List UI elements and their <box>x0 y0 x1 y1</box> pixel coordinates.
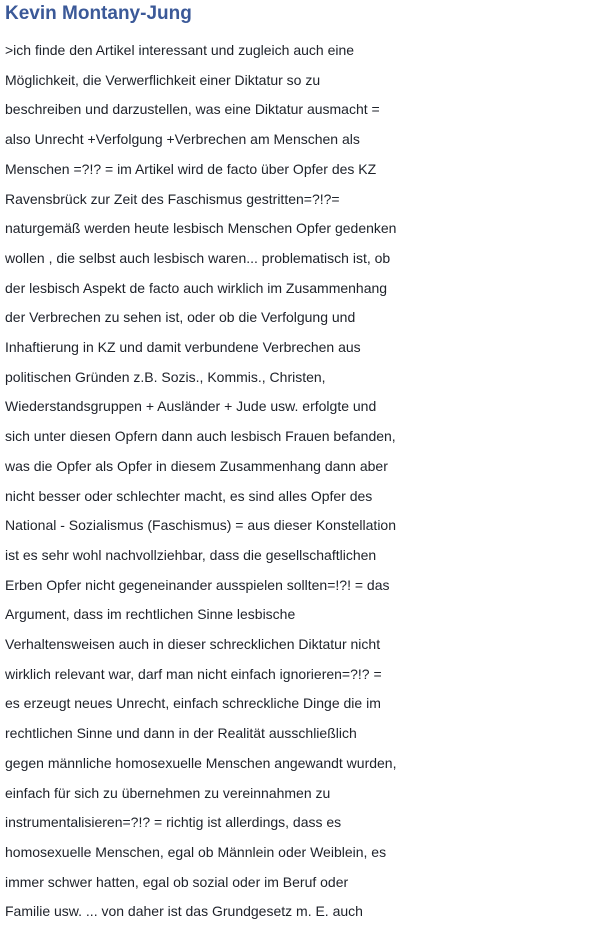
comment-line: einfach für sich zu übernehmen zu vereinnahmen zu <box>5 784 331 801</box>
comment-body <box>5 36 594 927</box>
comment-line: homosexuelle Menschen, egal ob Männlein oder Weiblein, es <box>5 843 387 860</box>
comment-line: Familie usw. ... von daher ist das Grundgesetz m. E. auch <box>5 903 363 920</box>
comment-line: politischen Gründen z.B. Sozis., Kommis., Christen, <box>5 368 326 385</box>
comment-line: Möglichkeit, die Verwerflichkeit einer Diktatur so zu <box>5 71 321 88</box>
comment-line: Wiederstandsgruppen + Ausländer + Jude usw. erfolgte und <box>5 398 377 415</box>
comment-line: Erben Opfer nicht gegeneinander ausspielen sollten=!?! = das <box>5 576 390 593</box>
comment-line: Argument, dass im rechtlichen Sinne lesbische <box>5 606 296 623</box>
comment-line: rechtlichen Sinne und dann in der Realität ausschließlich <box>5 725 357 742</box>
comment-line: National - Sozialismus (Faschismus) = aus dieser Konstellation <box>5 517 396 534</box>
author-name-link[interactable]: Kevin Montany-Jung <box>5 3 192 24</box>
comment-line: Ravensbrück zur Zeit des Faschismus gestritten=?!?= <box>5 190 340 207</box>
comment-line: sich unter diesen Opfern dann auch lesbisch Frauen befanden, <box>5 428 396 445</box>
comment-line: also Unrecht +Verfolgung +Verbrechen am Menschen als <box>5 131 360 148</box>
comment-line: es erzeugt neues Unrecht, einfach schreckliche Dinge die im <box>5 695 381 712</box>
comment-line: wollen , die selbst auch lesbisch waren... problematisch ist, ob <box>5 249 391 266</box>
comment-line: der Verbrechen zu sehen ist, oder ob die Verfolgung und <box>5 309 356 326</box>
comment-line: was die Opfer als Opfer in diesem Zusammenhang dann aber <box>5 457 388 474</box>
comment-line: >ich finde den Artikel interessant und zugleich auch eine <box>5 42 355 58</box>
comment-line: Inhaftierung in KZ und damit verbundene Verbrechen aus <box>5 339 361 356</box>
comment-line: instrumentalisieren=?!? = richtig ist allerdings, dass es <box>5 814 342 831</box>
comment-line: wirklich relevant war, darf man nicht einfach ignorieren=?!? = <box>5 665 382 682</box>
comment-line: der lesbisch Aspekt de facto auch wirklich im Zusammenhang <box>5 279 388 296</box>
comment-line: Menschen =?!? = im Artikel wird de facto über Opfer des KZ <box>5 160 377 177</box>
comment-line: naturgemäß werden heute lesbisch Menschen Opfer gedenken <box>5 220 397 237</box>
comment-line: gegen männliche homosexuelle Menschen angewandt wurden, <box>5 754 397 771</box>
comment-line: nicht besser oder schlechter macht, es sind alles Opfer des <box>5 487 373 504</box>
comment-line: immer schwer hatten, egal ob sozial oder im Beruf oder <box>5 873 349 890</box>
comment-line: beschreiben und darzustellen, was eine Diktatur ausmacht = <box>5 101 380 118</box>
comment-line: Verhaltensweisen auch in dieser schrecklichen Diktatur nicht <box>5 636 381 653</box>
comment-line: ist es sehr wohl nachvollziehbar, dass die gesellschaftlichen <box>5 546 377 563</box>
